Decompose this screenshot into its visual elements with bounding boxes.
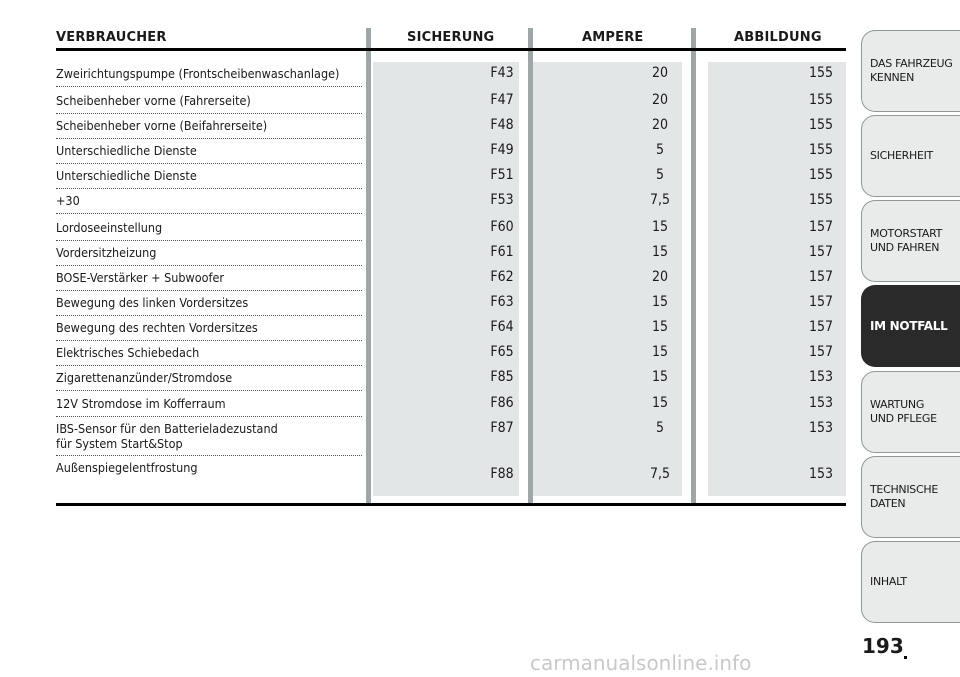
chapter-tab[interactable]: SICHERHEIT xyxy=(861,115,960,197)
figure-ref: 157 xyxy=(808,219,834,235)
table-bottom-rule xyxy=(56,503,846,506)
ampere-value: 15 xyxy=(651,395,669,411)
ampere-value: 20 xyxy=(651,117,669,133)
figure-ref: 155 xyxy=(808,92,834,108)
table-row xyxy=(56,89,846,114)
header-rule xyxy=(56,48,846,51)
ampere-value: 15 xyxy=(651,219,669,235)
ampere-value: 15 xyxy=(651,244,669,260)
fuse-id: F51 xyxy=(490,167,514,183)
figure-ref: 157 xyxy=(808,244,834,260)
row-divider xyxy=(56,390,362,391)
consumer-name: Lordoseeinstellung xyxy=(56,220,163,235)
consumer-name: BOSE-Verstärker + Subwoofer xyxy=(56,270,224,285)
table-row xyxy=(56,366,846,391)
fuse-id: F65 xyxy=(490,344,514,360)
consumer-name: Unterschiedliche Dienste xyxy=(56,168,197,183)
chapter-tab[interactable]: WARTUNG UND PFLEGE xyxy=(861,371,960,453)
ampere-value: 5 xyxy=(655,167,664,183)
fuse-id: F86 xyxy=(490,395,514,411)
figure-ref: 157 xyxy=(808,344,834,360)
table-row xyxy=(56,114,846,139)
table-row xyxy=(56,392,846,417)
ampere-value: 20 xyxy=(651,65,669,81)
header-fuse: SICHERUNG xyxy=(407,30,495,45)
fuse-id: F48 xyxy=(490,117,514,133)
ampere-value: 15 xyxy=(651,294,669,310)
table-row xyxy=(56,139,846,164)
consumer-name: 12V Stromdose im Kofferraum xyxy=(56,396,226,411)
consumer-name: Vordersitzheizung xyxy=(56,245,157,260)
fuse-id: F63 xyxy=(490,294,514,310)
chapter-tab[interactable]: INHALT xyxy=(861,541,960,623)
ampere-value: 20 xyxy=(651,269,669,285)
row-divider xyxy=(56,86,362,87)
header-consumer: VERBRAUCHER xyxy=(56,30,167,45)
figure-ref: 155 xyxy=(808,65,834,81)
figure-ref: 153 xyxy=(808,395,834,411)
table-row xyxy=(56,216,846,241)
table-row xyxy=(56,62,846,87)
figure-ref: 157 xyxy=(808,269,834,285)
consumer-name: Unterschiedliche Dienste xyxy=(56,143,197,158)
fuse-id: F85 xyxy=(490,369,514,385)
consumer-name: Elektrisches Schiebedach xyxy=(56,345,200,360)
page-number: 193 xyxy=(862,634,904,658)
ampere-value: 7,5 xyxy=(649,192,671,208)
fuse-id: F43 xyxy=(490,65,514,81)
figure-ref: 155 xyxy=(808,192,834,208)
figure-ref: 155 xyxy=(808,142,834,158)
chapter-tab[interactable]: MOTORSTART UND FAHREN xyxy=(861,200,960,282)
consumer-name: Zigarettenanzünder/Stromdose xyxy=(56,370,233,385)
consumer-name: Bewegung des rechten Vordersitzes xyxy=(56,320,258,335)
ampere-value: 5 xyxy=(655,420,664,436)
figure-ref: 157 xyxy=(808,294,834,310)
consumer-name: IBS-Sensor für den Batterieladezustand für System Start&Stop xyxy=(56,421,278,451)
watermark: carmanualsonline.info xyxy=(530,651,752,675)
figure-ref: 153 xyxy=(808,420,834,436)
row-divider xyxy=(56,213,362,214)
table-row xyxy=(56,316,846,341)
consumer-name: Außenspiegelentfrostung xyxy=(56,460,198,475)
figure-ref: 157 xyxy=(808,319,834,335)
chapter-tab[interactable]: TECHNISCHE DATEN xyxy=(861,456,960,538)
chapter-tab[interactable]: IM NOTFALL xyxy=(861,285,960,367)
consumer-name: Zweirichtungspumpe (Frontscheibenwaschanlage) xyxy=(56,66,340,81)
fuse-id: F53 xyxy=(490,192,514,208)
ampere-value: 15 xyxy=(651,319,669,335)
consumer-name: Bewegung des linken Vordersitzes xyxy=(56,295,249,310)
chapter-tab[interactable]: DAS FAHRZEUG KENNEN xyxy=(861,30,960,112)
page-number-dot xyxy=(904,656,907,659)
figure-ref: 153 xyxy=(808,466,834,482)
fuse-id: F60 xyxy=(490,219,514,235)
table-row xyxy=(56,417,846,456)
figure-ref: 153 xyxy=(808,369,834,385)
fuse-id: F87 xyxy=(490,420,514,436)
ampere-value: 15 xyxy=(651,344,669,360)
fuse-id: F62 xyxy=(490,269,514,285)
figure-ref: 155 xyxy=(808,117,834,133)
ampere-value: 7,5 xyxy=(649,466,671,482)
header-figure: ABBILDUNG xyxy=(734,30,822,45)
ampere-value: 20 xyxy=(651,92,669,108)
ampere-value: 5 xyxy=(655,142,664,158)
consumer-name: Scheibenheber vorne (Beifahrerseite) xyxy=(56,118,268,133)
fuse-id: F88 xyxy=(490,466,514,482)
header-ampere: AMPERE xyxy=(582,30,644,45)
ampere-value: 15 xyxy=(651,369,669,385)
table-row xyxy=(56,241,846,266)
fuse-id: F47 xyxy=(490,92,514,108)
table-row xyxy=(56,456,846,486)
figure-ref: 155 xyxy=(808,167,834,183)
table-row xyxy=(56,291,846,316)
table-row xyxy=(56,341,846,366)
table-row xyxy=(56,266,846,291)
consumer-name: Scheibenheber vorne (Fahrerseite) xyxy=(56,93,251,108)
table-row xyxy=(56,164,846,189)
consumer-name: +30 xyxy=(56,193,80,208)
table-row xyxy=(56,189,846,214)
fuse-id: F61 xyxy=(490,244,514,260)
fuse-id: F64 xyxy=(490,319,514,335)
fuse-id: F49 xyxy=(490,142,514,158)
